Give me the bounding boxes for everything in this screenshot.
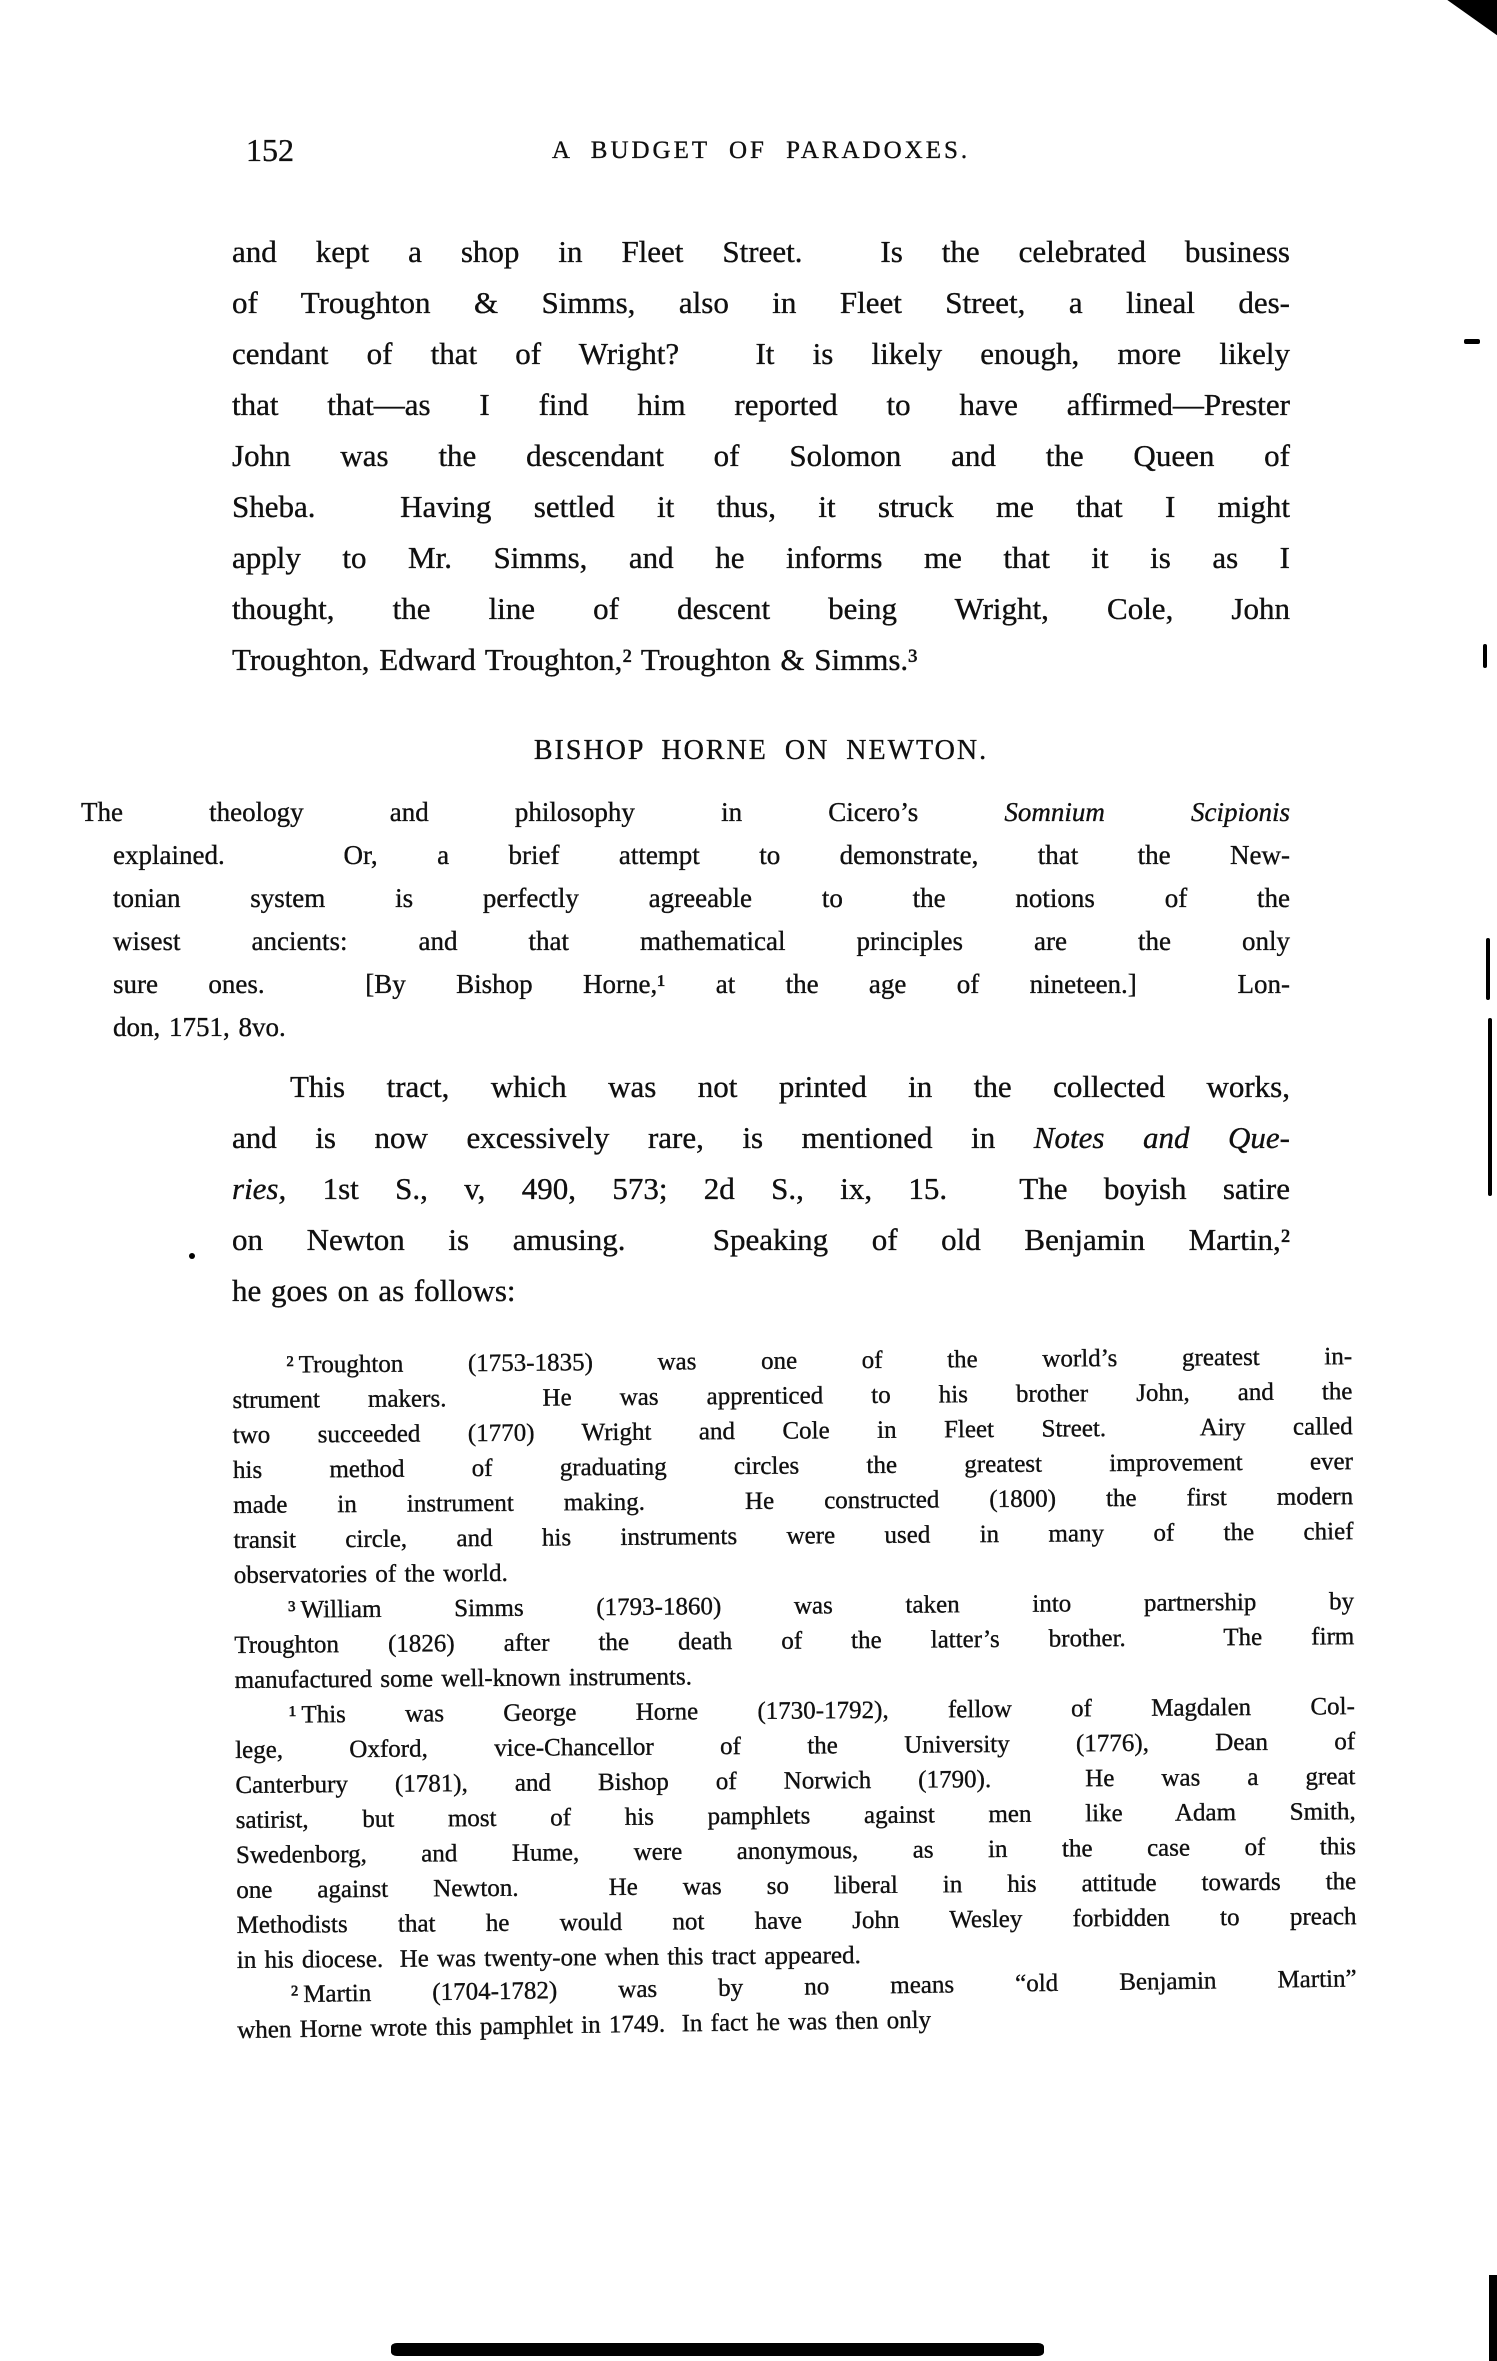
- text-line: tonian system is perfectly agreeable to the notions of the: [113, 883, 1290, 913]
- text-line: ² Troughton (1753-1835) was one of the world’s greatest in-: [286, 1343, 1353, 1379]
- text-line: observatories of the world.: [233, 1559, 508, 1589]
- text-line: cendant of that of Wright? It is likely enough, more likely: [232, 336, 1290, 371]
- body-paragraph: [232, 1061, 1290, 1316]
- page-number: 152: [246, 132, 294, 168]
- text-line: Troughton, Edward Troughton,² Troughton & Simms.³: [232, 642, 918, 677]
- text-line: of Troughton & Simms, also in Fleet Street, a lineal des-: [232, 285, 1290, 320]
- text-line: he goes on as follows:: [232, 1273, 516, 1308]
- text-line: and is now excessively rare, is mentioned in Notes and Que-: [232, 1120, 1290, 1155]
- footnotes-block: [232, 1339, 1357, 2048]
- text-line: don, 1751, 8vo.: [113, 1012, 286, 1042]
- scan-bottom-bar-mark: [391, 2343, 1044, 2356]
- bibliographic-quote: [81, 791, 1291, 1049]
- margin-dash-mark: [1464, 339, 1480, 344]
- opening-paragraph: [232, 226, 1290, 685]
- margin-line-mark-1: [1486, 938, 1490, 1000]
- text-line: John was the descendant of Solomon and the Queen of: [232, 438, 1290, 473]
- text-line: Canterbury (1781), and Bishop of Norwich (1790). He was a great: [235, 1763, 1356, 1799]
- margin-dot-mark: [189, 1253, 195, 1259]
- text-line: ³ William Simms (1793-1860) was taken into partnership by: [287, 1588, 1355, 1624]
- text-line: sure ones. [By Bishop Horne,¹ at the age of nineteen.] Lon-: [113, 969, 1290, 999]
- footnote-simms: [234, 1584, 1355, 1698]
- text-line: apply to Mr. Simms, and he informs me that it is as I: [232, 540, 1290, 575]
- text-line: The theology and philosophy in Cicero’s Somnium Scipionis: [81, 797, 1291, 827]
- scan-corner-mark: [1443, 0, 1497, 40]
- margin-line-mark-2: [1488, 1018, 1492, 1196]
- text-line: transit circle, and his instruments were used in many of the chief: [233, 1518, 1354, 1554]
- text-line: on Newton is amusing. Speaking of old Benjamin Martin,²: [232, 1222, 1290, 1257]
- text-line: made in instrument making. He constructed (1800) the first modern: [233, 1483, 1354, 1519]
- text-line: wisest ancients: and that mathematical principles are the only: [113, 926, 1290, 956]
- scan-edge-mark: [1489, 2275, 1497, 2361]
- text-line: ries, 1st S., v, 490, 573; 2d S., ix, 15. The boyish satire: [232, 1171, 1290, 1206]
- text-line: Methodists that he would not have John Wesley forbidden to preach: [236, 1903, 1357, 1939]
- text-line: satirist, but most of his pamphlets against men like Adam Smith,: [235, 1798, 1356, 1834]
- text-line: that that—as I find him reported to have affirmed—Prester: [232, 387, 1290, 422]
- footnote-horne: [235, 1689, 1357, 1978]
- text-line: in his diocese. He was twenty-one when this tract appeared.: [236, 1942, 861, 1974]
- text-line: one against Newton. He was so liberal in his attitude towards the: [236, 1868, 1357, 1904]
- page-header: [232, 133, 1290, 167]
- text-line: thought, the line of descent being Wright, Cole, John: [232, 591, 1290, 626]
- text-line: manufactured some well-known instruments.: [234, 1663, 693, 1694]
- text-line: ¹ This was George Horne (1730-1792), fellow of Magdalen Col-: [288, 1693, 1355, 1729]
- text-line: Swedenborg, and Hume, were anonymous, as in the case of this: [235, 1833, 1357, 1869]
- text-line: his method of graduating circles the greatest improvement ever: [232, 1448, 1354, 1484]
- margin-tick-mark: [1483, 644, 1487, 668]
- text-line: ² Martin (1704-1782) was by no means “old Benjamin Martin”: [290, 1965, 1357, 2009]
- footnote-troughton: [232, 1339, 1354, 1593]
- text-line: Troughton (1826) after the death of the latter’s brother. The firm: [234, 1623, 1355, 1659]
- text-line: This tract, which was not printed in the collected works,: [290, 1069, 1290, 1104]
- text-line: Sheba. Having settled it thus, it struck me that I might: [232, 489, 1290, 524]
- text-line: and kept a shop in Fleet Street. Is the celebrated business: [232, 234, 1290, 269]
- text-line: two succeeded (1770) Wright and Cole in Fleet Street. Airy called: [232, 1413, 1353, 1449]
- text-line: explained. Or, a brief attempt to demonstrate, that the New-: [113, 840, 1290, 870]
- running-title: A BUDGET OF PARADOXES.: [551, 137, 971, 164]
- text-line: strument makers. He was apprenticed to his brother John, and the: [232, 1378, 1353, 1414]
- text-line: when Horne wrote this pamphlet in 1749. In fact he was then only: [237, 2006, 932, 2044]
- text-line: lege, Oxford, vice-Chancellor of the University (1776), Dean of: [235, 1728, 1356, 1764]
- section-heading: BISHOP HORNE ON NEWTON.: [533, 735, 989, 766]
